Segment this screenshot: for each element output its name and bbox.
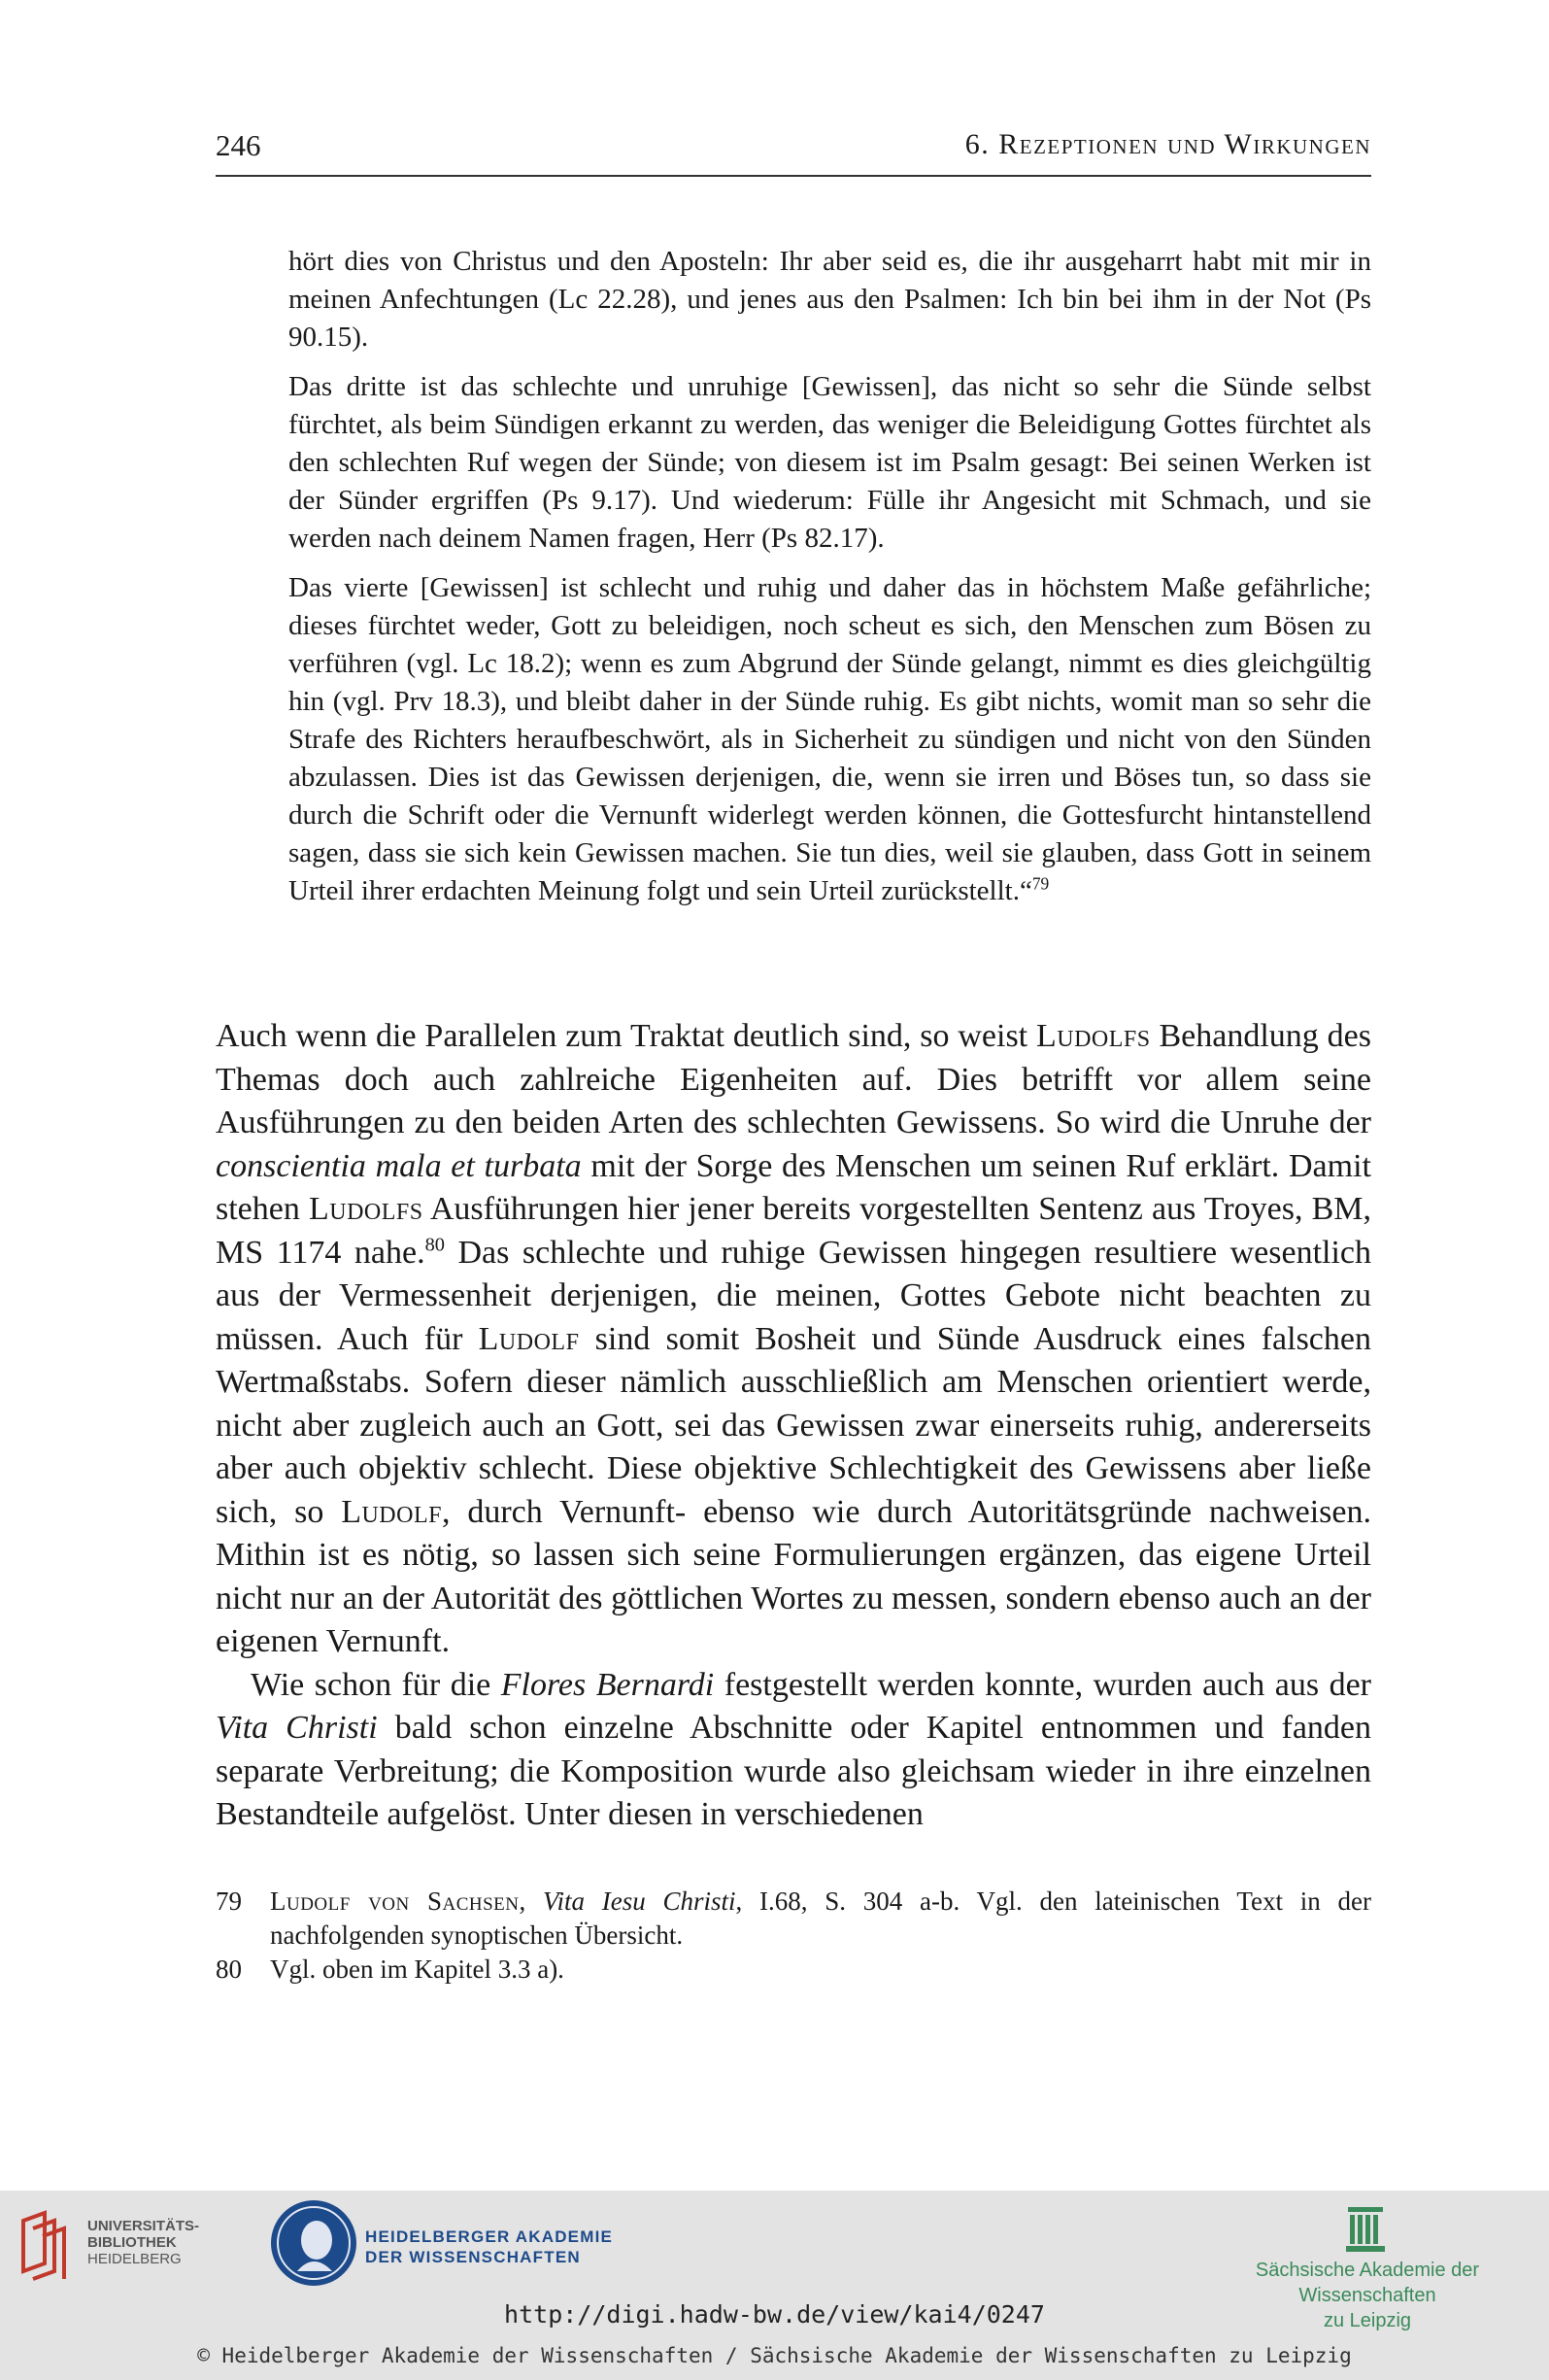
logo-text-line: Sächsische Akademie der Wissenschaften [1255, 2260, 1480, 2306]
text-run: Ausführungen hier jener bereits vorgestellten Sentenz aus Troyes, BM, MS 1174 nahe. [216, 1191, 1372, 1271]
text-run: bald schon einzelne Abschnitte oder Kapitel entnommen und fanden separate Verbreitung; die Komposition wurde also gleichsam wieder in ihre einzelnen Bestandteile aufgelöst. Unter diesen in verschiedenen [216, 1710, 1371, 1832]
logo-text-line: zu Leipzig [1323, 2310, 1412, 2331]
footnote-80 [216, 1953, 1371, 1987]
logo-text-line: UNIVERSITÄTS- [87, 2218, 200, 2234]
text-run: , durch Vernunft- ebenso wie durch Autoritätsgründe nachweisen. Mithin ist es nötig, so lassen sich seine Formulierungen ergänzen, das eigene Urteil nicht nur an der Autorität des göttlichen Wortes zu messen, sondern ebenso auch an der eigenen Vernunft. [216, 1493, 1371, 1659]
body-paragraph-1 [216, 1015, 1371, 1664]
italic-title: Vita Christi [216, 1710, 378, 1746]
text-run: Das schlechte und ruhige Gewissen hingegen resultiere wesentlich aus der Vermessenheit derjenigen, die meinen, Gottes Gebote nicht beachten zu müssen. Auch für [216, 1234, 1372, 1357]
footnote-number: 79 [216, 1887, 242, 1916]
text-run: Behandlung des Themas doch auch zahlreiche Eigenheiten auf. Dies betrifft vor allem seine Ausführungen zu den beiden Arten des schlechten Gewissens. So wird die Unruhe der [216, 1018, 1371, 1140]
logo-text-line: BIBLIOTHEK [87, 2234, 177, 2251]
running-head: 6. Rezeptionen und Wirkungen [964, 128, 1371, 160]
text-run: sind somit Bosheit und Sünde Ausdruck eines falschen Wertmaßstabs. Sofern dieser nämlich ausschließlich am Menschen orientiert werde, nicht aber zugleich auch an Gott, sei das Gewissen zwar einerseits ruhig, andererseits aber auch objektiv schlecht. Diese objektive Schlechtigkeit des Gewissens aber ließe sich, so [216, 1320, 1371, 1530]
text-run: mit der Sorge des Menschen um seinen Ruf erklärt. Damit stehen [216, 1147, 1371, 1227]
university-library-name [87, 2218, 199, 2267]
quote-paragraph-1: hört dies von Christus und den Aposteln: Ihr aber seid es, die ihr ausgeharrt habt mit mir in meinen Anfechtungen (Lc 22.28), und jenes aus den Psalmen: Ich bin bei ihm in der Not (Ps 90.15). [288, 246, 1371, 353]
text-run: , [519, 1887, 544, 1916]
block-quote [288, 243, 1371, 922]
text-run: Auch wenn die Parallelen zum Traktat deutlich sind, so weist [216, 1018, 1036, 1054]
footnote-ref-79[interactable]: 79 [1031, 873, 1050, 894]
quote-paragraph-3-text: Das vierte [Gewissen] ist schlecht und ruhig und daher das in höchstem Maße gefährliche; dieses fürchtet weder, Gott zu beleidigen, noch scheut es sich, den Menschen zum Bösen zu verführen (vgl. Lc 18.2); wenn es zum Abgrund der Sünde gelangt, nimmt es dies gleichgültig hin (vgl. Prv 18.3), und bleibt daher in der Sünde ruhig. Es gibt nichts, womit man so sehr die Strafe des Richters heraufbeschwört, als in Sicherheit zu sündigen und nicht von den Sünden abzulassen. Dies ist das Gewissen derjenigen, die, wenn sie irren und Böses tun, so dass sie durch die Schrift oder die Vernunft widerlegt werden können, die Gottesfurcht hintanstellend sagen, dass sie sich kein Gewissen machen. Sie tun dies, weil sie glauben, dass Gott in seinem Urteil ihrer erdachten Meinung folgt und sein Urteil zurückstellt.“ [288, 572, 1371, 906]
footnote-number: 80 [216, 1955, 242, 1984]
text-run: Wie schon für die [251, 1666, 501, 1703]
body-text [216, 1015, 1371, 1837]
footnote-text: Vgl. oben im Kapitel 3.3 a). [270, 1955, 564, 1984]
header-rule [216, 175, 1371, 177]
hadw-seal-icon[interactable] [268, 2197, 359, 2289]
author-name: Ludolfs [1036, 1018, 1151, 1054]
author-name: Ludolfs [308, 1191, 423, 1227]
author-name: Ludolf [341, 1493, 442, 1530]
footnote-ref-80[interactable]: 80 [424, 1234, 445, 1256]
body-paragraph-2 [216, 1664, 1371, 1837]
page-number: 246 [216, 128, 261, 162]
author-name: Ludolf von Sachsen [270, 1887, 520, 1916]
italic-title: Vita Iesu Christi [543, 1887, 736, 1916]
logo-text-line: HEIDELBERGER AKADEMIE [365, 2227, 614, 2246]
quote-paragraph-2: Das dritte ist das schlechte und unruhige [Gewissen], das nicht so sehr die Sünde selbst fürchtet, als beim Sündigen erkannt zu werden, das weniger die Beleidigung Gottes fürchtet als den schlechten Ruf wegen der Sünde; von diesem ist im Psalm gesagt: Bei seinen Werken ist der Sünder ergriffen (Ps 9.17). Und wiederum: Fülle ihr Angesicht mit Schmach, und sie werden nach deinem Namen fragen, Herr (Ps 82.17). [288, 371, 1371, 554]
italic-term: conscientia mala et turbata [216, 1147, 582, 1184]
quote-paragraph-3 [288, 569, 1371, 910]
logo-text-line: DER WISSENSCHAFTEN [365, 2248, 581, 2266]
text-run: festgestellt werden konnte, wurden auch aus der [714, 1666, 1371, 1703]
footnote-text [270, 1885, 1371, 1953]
footnote-79 [216, 1885, 1371, 1953]
saxon-academy-logo-icon[interactable] [1346, 2207, 1385, 2252]
author-name: Ludolf [478, 1320, 580, 1357]
text-run: , I.68, S. 304 a-b. Vgl. den lateinischen Text in der nachfolgenden synoptischen Übersicht. [270, 1887, 1371, 1950]
footnotes [216, 1885, 1371, 1987]
logo-text-line: HEIDELBERG [87, 2251, 182, 2267]
permalink-url[interactable]: http://digi.hadw-bw.de/view/kai4/0247 [504, 2300, 1045, 2329]
italic-title: Flores Bernardi [500, 1666, 715, 1703]
hadw-name [365, 2227, 613, 2267]
copyright-notice: © Heidelberger Akademie der Wissenschaften / Sächsische Akademie der Wissenschaften zu Leipzig [197, 2344, 1352, 2367]
